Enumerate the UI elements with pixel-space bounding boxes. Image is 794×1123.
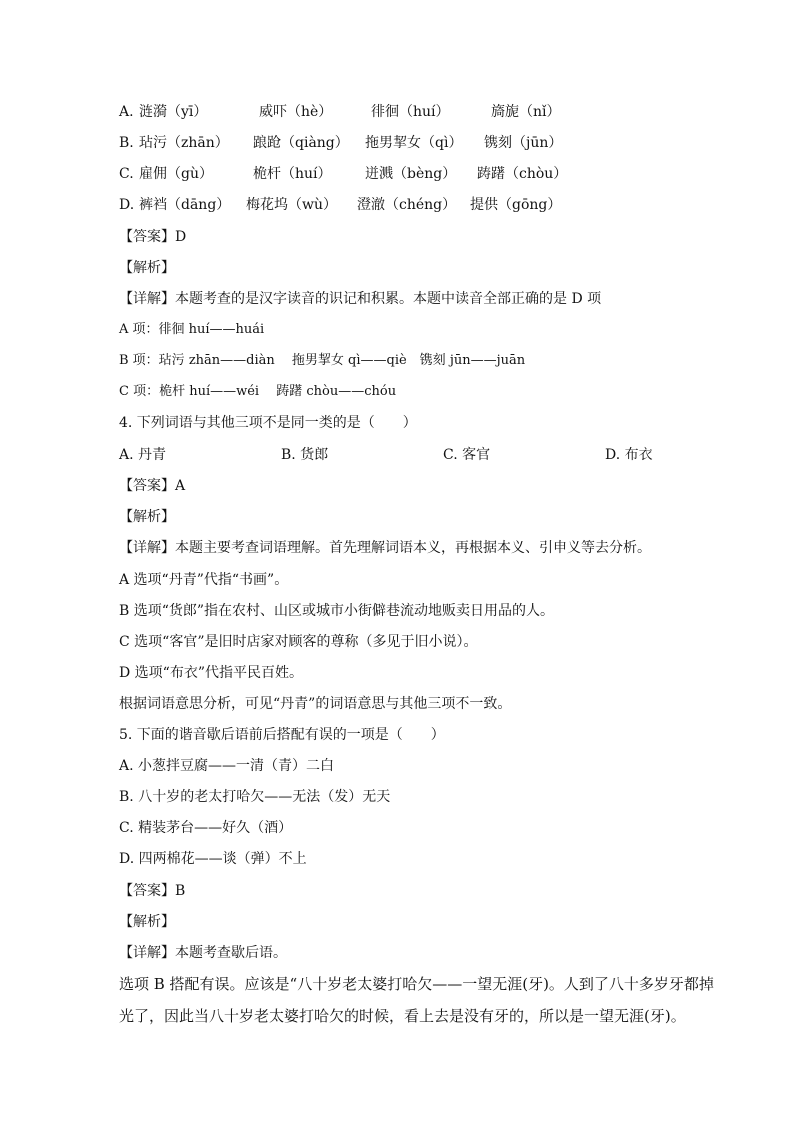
- q4-option-c: C. 客官: [443, 447, 491, 463]
- q3-detail: 【详解】本题考查的是汉字读音的识记和积累。本题中读音全部正确的是 D 项: [119, 291, 602, 307]
- q3-option-a: A. 涟漪（yī） 威吓（hè） 徘徊（huí） 旖旎（nǐ）: [119, 104, 561, 120]
- q4-option-b: B. 货郎: [281, 447, 329, 463]
- q4-conclusion: 根据词语意思分析，可见“丹青”的词语意思与其他三项不一致。: [119, 696, 512, 712]
- q5-answer: 【答案】B: [119, 883, 186, 899]
- q3-answer: 【答案】D: [119, 229, 187, 245]
- q4-detail: 【详解】本题主要考查词语理解。首先理解词语本义，再根据本义、引申义等去分析。: [119, 540, 651, 556]
- q3-note-c: C 项：桅杆 huí——wéi 踌躇 chòu——chóu: [119, 384, 397, 399]
- q4-note-d: D 选项“布衣”代指平民百姓。: [119, 665, 303, 681]
- q3-option-d: D. 裤裆（dāng） 梅花坞（wù） 澄澈（chéng） 提供（gōng）: [119, 197, 562, 213]
- q4-note-a: A 选项“丹青”代指“书画”。: [119, 572, 289, 588]
- q5-option-b: B. 八十岁的老太打哈欠——无法（发）无天: [119, 789, 391, 805]
- q4-option-a: A. 丹青: [119, 447, 167, 463]
- q3-note-b: B 项：玷污 zhān——diàn 拖男挈女 qì——qiè 镌刻 jūn——juān: [119, 353, 526, 368]
- q5-stem: 5. 下面的谐音歇后语前后搭配有误的一项是（ ）: [119, 727, 445, 743]
- q5-detail: 【详解】本题考查歇后语。: [119, 945, 287, 961]
- q4-analysis-heading: 【解析】: [119, 509, 175, 525]
- q4-note-c: C 选项“客官”是旧时店家对顾客的尊称（多见于旧小说）。: [119, 634, 478, 650]
- q5-analysis-heading: 【解析】: [119, 914, 175, 930]
- q4-stem: 4. 下列词语与其他三项不是同一类的是（ ）: [119, 415, 417, 431]
- q4-answer: 【答案】A: [119, 478, 186, 494]
- q3-option-b: B. 玷污（zhān） 踉跄（qiàng） 拖男挈女（qì） 镌刻（jūn）: [119, 135, 563, 151]
- q5-option-d: D. 四两棉花——谈（弹）不上: [119, 851, 307, 867]
- q5-explain-line1: 选项 B 搭配有误。应该是“八十岁老太婆打哈欠——一望无涯(牙)。人到了八十多岁牙都掉: [119, 975, 714, 993]
- q4-option-d: D. 布衣: [605, 447, 653, 463]
- q5-explain-line2: 光了，因此当八十岁老太婆打哈欠的时候，看上去是没有牙的，所以是一望无涯(牙)。: [119, 1007, 686, 1025]
- q3-option-c: C. 雇佣（gù） 桅杆（huí） 迸溅（bèng） 踌躇（chòu）: [119, 166, 568, 182]
- q4-options: [119, 445, 719, 465]
- q5-option-c: C. 精装茅台——好久（酒）: [119, 820, 293, 836]
- q3-note-a: A 项：徘徊 huí——huái: [119, 322, 265, 337]
- q4-note-b: B 选项“货郎”指在农村、山区或城市小街僻巷流动地贩卖日用品的人。: [119, 603, 555, 619]
- q3-analysis-heading: 【解析】: [119, 260, 175, 276]
- q5-option-a: A. 小葱拌豆腐——一清（青）二白: [119, 758, 335, 774]
